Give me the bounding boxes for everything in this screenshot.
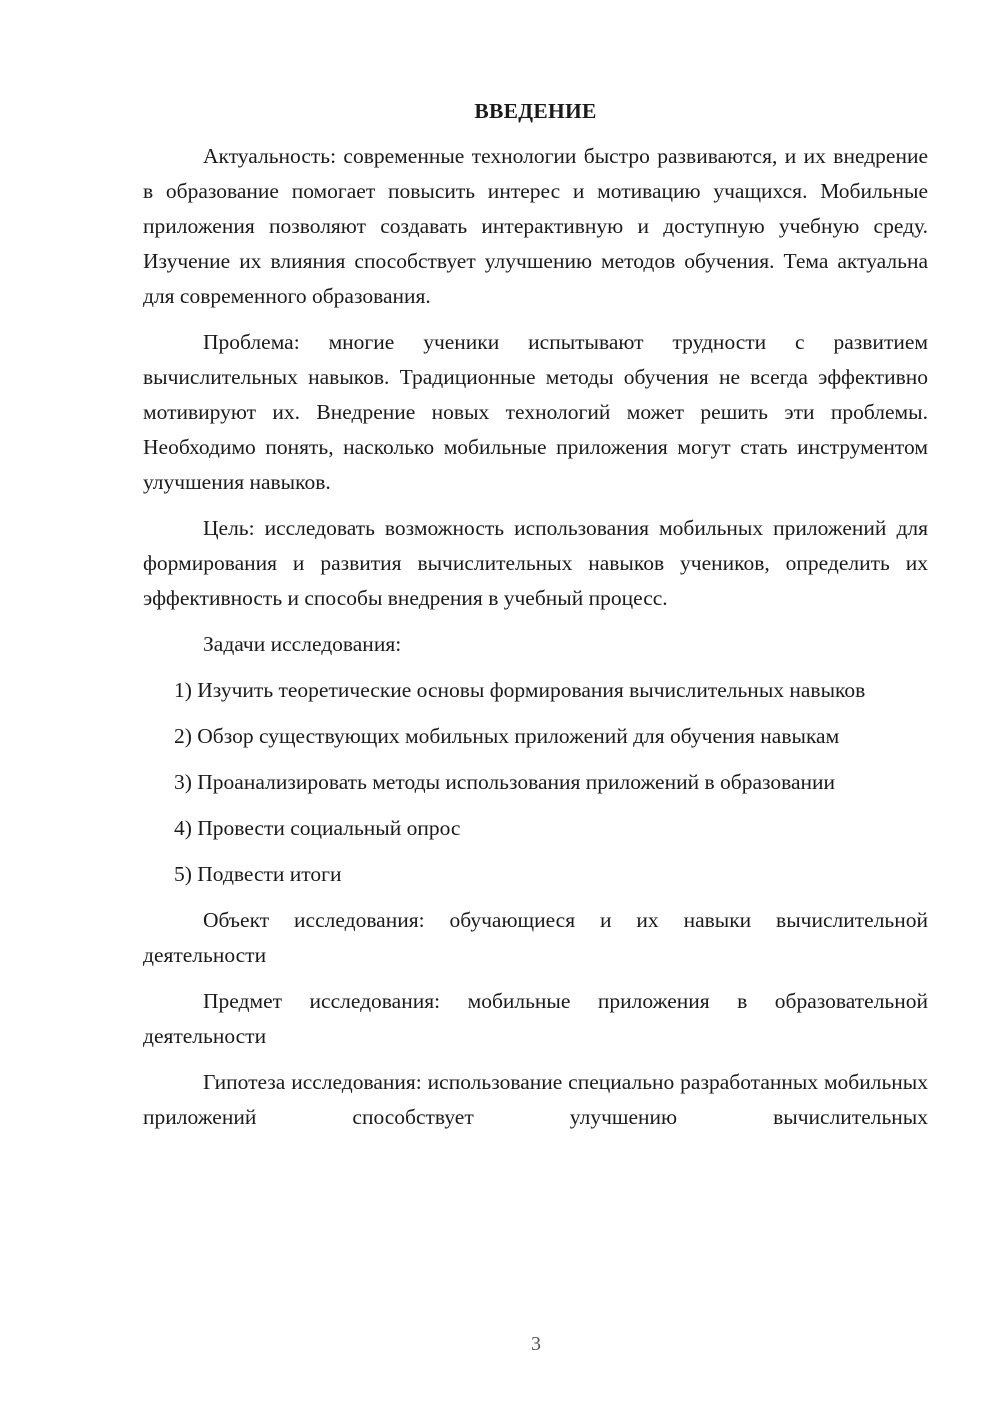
task-item-2: 2) Обзор существующих мобильных приложений для обучения навыкам	[174, 724, 840, 748]
task-item-1: 1) Изучить теоретические основы формирования вычислительных навыков	[174, 678, 866, 702]
page-body	[143, 94, 928, 1146]
goal-paragraph: Цель: исследовать возможность использования мобильных приложений для формирования и развития вычислительных навыков учеников, определить их эффективность и способы внедрения в учебный процесс.	[143, 516, 928, 610]
hypothesis-paragraph: Гипотеза исследования: использование специально разработанных мобильных приложений способствует улучшению вычислительных	[143, 1070, 928, 1129]
page-number: 3	[531, 1333, 541, 1355]
page-title: ВВЕДЕНИЕ	[474, 99, 597, 123]
object-paragraph: Объект исследования: обучающиеся и их навыки вычислительной деятельности	[143, 908, 928, 967]
tasks-heading: Задачи исследования:	[203, 632, 402, 656]
task-item-5: 5) Подвести итоги	[174, 862, 342, 886]
problem-paragraph: Проблема: многие ученики испытывают трудности с развитием вычислительных навыков. Традиционные методы обучения не всегда эффективно мотивируют их. Внедрение новых технологий может решить эти проблемы. Необходимо понять, насколько мобильные приложения могут стать инструментом улучшения навыков.	[143, 330, 928, 494]
relevance-paragraph: Актуальность: современные технологии быстро развиваются, и их внедрение в образование помогает повысить интерес и мотивацию учащихся. Мобильные приложения позволяют создавать интерактивную и доступную учебную среду. Изучение их влияния способствует улучшению методов обучения. Тема актуальна для современного образования.	[143, 144, 928, 308]
task-item-4: 4) Провести социальный опрос	[174, 816, 461, 840]
task-item-3: 3) Проанализировать методы использования приложений в образовании	[174, 770, 836, 794]
subject-paragraph: Предмет исследования: мобильные приложения в образовательной деятельности	[143, 989, 928, 1048]
